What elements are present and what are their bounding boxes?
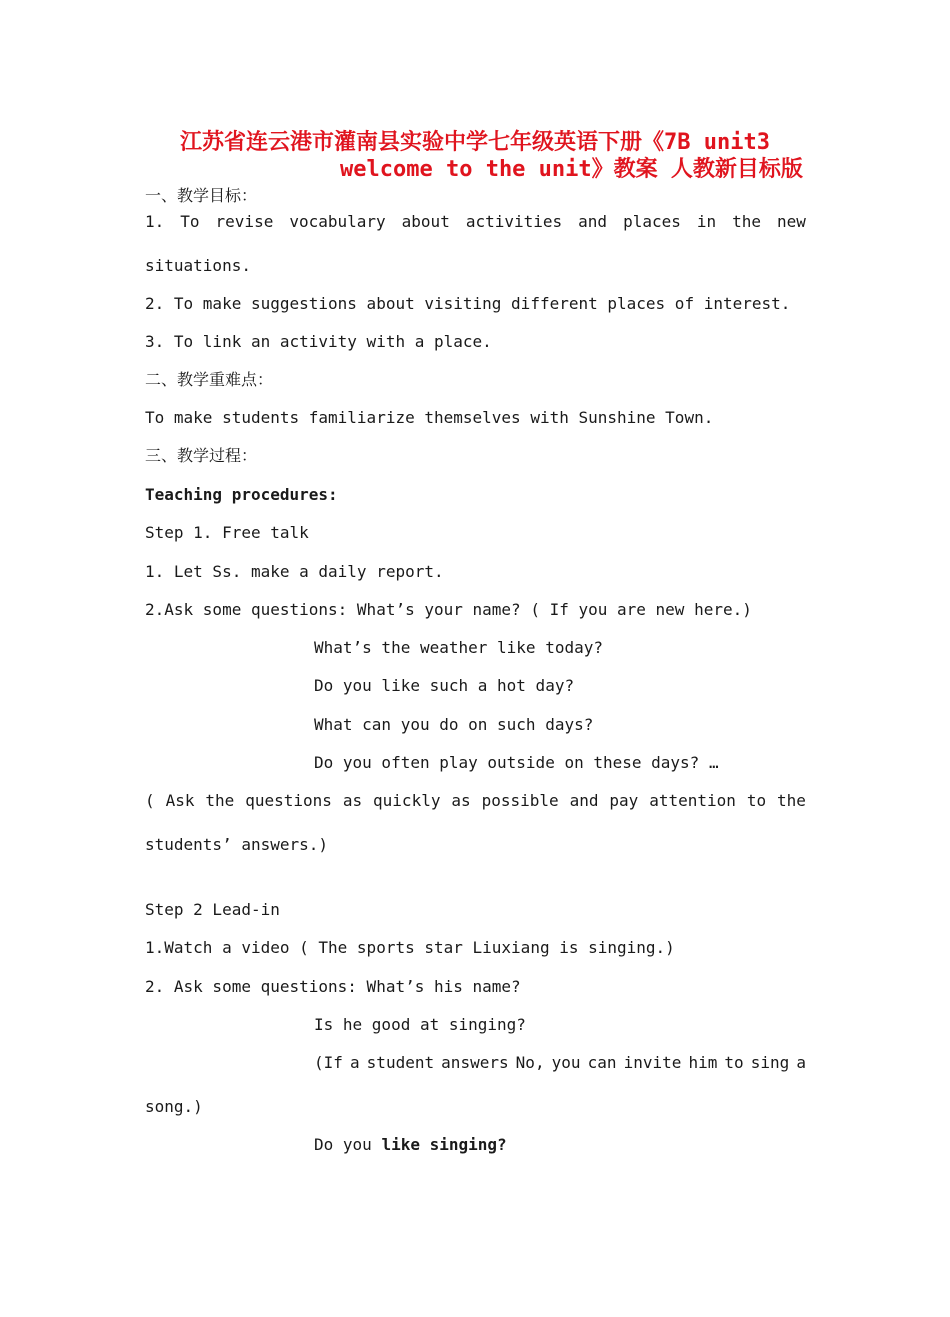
document-title-line-2: welcome to the unit》教案 人教新目标版 xyxy=(340,157,803,182)
objective-2: 2. To make suggestions about visiting different places of interest. xyxy=(145,294,791,313)
justified-word: places xyxy=(623,212,681,231)
objective-3: 3. To link an activity with a place. xyxy=(145,332,492,351)
objective-1-continuation: situations. xyxy=(145,256,251,275)
justified-word: No, xyxy=(515,1053,545,1072)
step-2-question-2 xyxy=(314,1135,507,1155)
justified-word: to xyxy=(724,1053,744,1072)
justified-word: can xyxy=(587,1053,617,1072)
justified-word: answers xyxy=(441,1053,509,1072)
justified-word: him xyxy=(688,1053,718,1072)
justified-word: about xyxy=(401,212,450,231)
justified-word: ( xyxy=(145,791,155,810)
step-2-note-line xyxy=(314,1053,806,1073)
justified-word: as xyxy=(451,791,471,810)
key-points-text: To make students familiarize themselves with Sunshine Town. xyxy=(145,408,714,427)
justified-word: questions xyxy=(245,791,332,810)
justified-word: 1. xyxy=(145,212,165,231)
justified-word: invite xyxy=(623,1053,682,1072)
justified-word: To xyxy=(180,212,200,231)
justified-word: the xyxy=(732,212,762,231)
teaching-procedures-heading: Teaching procedures: xyxy=(145,485,338,504)
step-2-question-1: Is he good at singing? xyxy=(314,1015,526,1034)
step-2-question-2-plain: Do you xyxy=(314,1135,382,1154)
justified-word: pay xyxy=(609,791,639,810)
justified-word: Ask xyxy=(165,791,195,810)
justified-word: in xyxy=(696,212,717,231)
step-1-question-2: Do you like such a hot day? xyxy=(314,676,575,695)
section-heading-key-points: 二、教学重难点： xyxy=(145,370,274,389)
step-1-item-1: 1. Let Ss. make a daily report. xyxy=(145,562,444,581)
justified-word: possible xyxy=(481,791,559,810)
justified-word: a xyxy=(349,1053,360,1072)
step-2-title: Step 2 Lead-in xyxy=(145,900,280,919)
justified-word: sing xyxy=(750,1053,790,1072)
justified-word: the xyxy=(205,791,235,810)
justified-word: (If xyxy=(314,1053,343,1072)
step-2-note-continuation: song.) xyxy=(145,1097,203,1116)
justified-word: quickly xyxy=(373,791,441,810)
justified-word: vocabulary xyxy=(289,212,386,231)
section-heading-objectives: 一、教学目标： xyxy=(145,186,258,205)
step-1-question-3: What can you do on such days? xyxy=(314,715,594,734)
step-1-question-1: What’s the weather like today? xyxy=(314,638,603,657)
step-2-question-2-bold: like singing? xyxy=(381,1135,507,1154)
step-1-item-2: 2.Ask some questions: What’s your name? ( If you are new here.) xyxy=(145,600,752,619)
justified-word: new xyxy=(777,212,806,231)
justified-word: a xyxy=(796,1053,806,1072)
step-1-question-4: Do you often play outside on these days? … xyxy=(314,753,719,772)
objective-1-line xyxy=(145,212,806,232)
justified-word: and xyxy=(578,212,608,231)
justified-word: attention xyxy=(649,791,736,810)
document-title-line-1: 江苏省连云港市灌南县实验中学七年级英语下册《7B unit3 xyxy=(180,130,770,155)
section-heading-process: 三、教学过程： xyxy=(145,446,258,465)
step-1-title: Step 1. Free talk xyxy=(145,523,309,542)
justified-word: activities xyxy=(465,212,563,231)
step-1-note-continuation: students’ answers.) xyxy=(145,835,329,854)
justified-word: and xyxy=(569,791,599,810)
justified-word: as xyxy=(342,791,363,810)
justified-word: you xyxy=(551,1053,581,1072)
step-1-note-line xyxy=(145,791,806,811)
step-2-item-2: 2. Ask some questions: What’s his name? xyxy=(145,977,521,996)
justified-word: to xyxy=(746,791,767,810)
justified-word: revise xyxy=(215,212,274,231)
justified-word: the xyxy=(777,791,806,810)
step-2-item-1: 1.Watch a video ( The sports star Liuxiang is singing.) xyxy=(145,938,675,957)
justified-word: student xyxy=(366,1053,435,1072)
